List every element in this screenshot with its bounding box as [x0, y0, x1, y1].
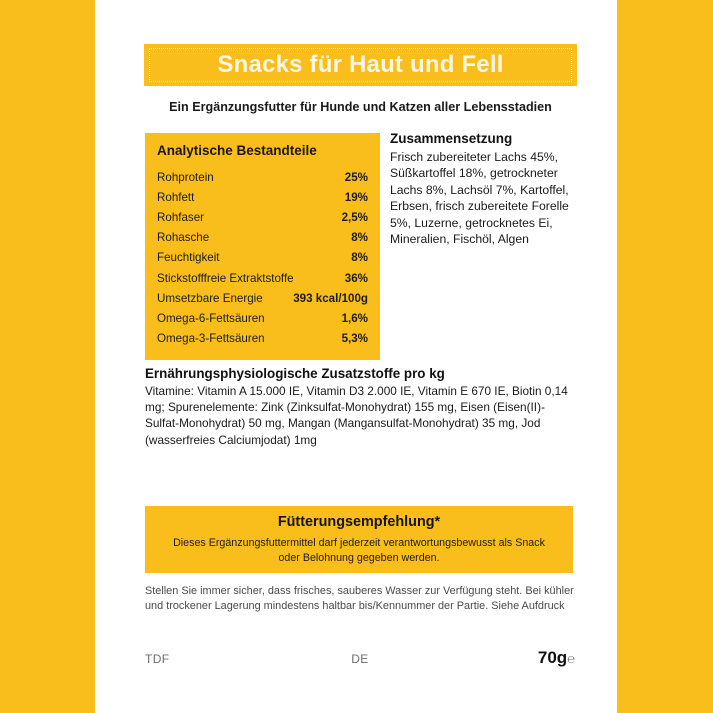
footer-weight-group — [433, 648, 575, 668]
row-value: 19% — [344, 190, 368, 204]
additives-section — [145, 366, 575, 448]
row-label: Omega-6-Fettsäuren — [157, 311, 265, 325]
row-label: Rohfaser — [157, 210, 205, 224]
label-content — [144, 0, 577, 713]
row-value: 8% — [351, 251, 368, 265]
row-value: 25% — [344, 170, 368, 184]
row-label: Rohfett — [157, 190, 195, 204]
composition-heading: Zusammensetzung — [390, 131, 513, 146]
label-sheet — [95, 0, 617, 713]
feeding-text: Dieses Ergänzungsfuttermittel darf jederzeit verantwortungsbewusst als Snack oder Belohnung gegeben werden. — [173, 537, 545, 564]
row-label: Stickstofffreie Extraktstoffe — [157, 271, 294, 285]
analytical-constituents-panel — [145, 133, 380, 360]
feeding-heading: Fütterungsempfehlung* — [277, 514, 441, 531]
footer-country: DE — [351, 652, 369, 666]
footer-code: TDF — [145, 652, 170, 666]
row-value: 393 kcal/100g — [293, 291, 368, 305]
composition-section — [390, 131, 580, 247]
table-row — [157, 167, 368, 187]
footer-weight: 70g — [537, 648, 568, 667]
additives-text: Vitamine: Vitamin A 15.000 IE, Vitamin D3 2.000 IE, Vitamin E 670 IE, Biotin 0,14 mg; Spurenelemente: Zink (Zinksulfat-Monohydrat) 155 mg, Eisen (Eisen(II)-Sulfat-Monohydrat) 50 mg, Mangan (Mangansulfat-Monohydrat) 35 mg, Jod (wasserfreies Calciumjodat) 1mg — [145, 384, 568, 447]
table-row — [157, 268, 368, 288]
storage-instructions: Stellen Sie immer sicher, dass frisches, sauberes Wasser zur Verfügung steht. Bei kühler und trockener Lagerung mindestens haltbar bis/Kennummer der Partie. Siehe Aufdruck — [145, 585, 574, 613]
label-footer — [145, 648, 575, 668]
table-row — [157, 228, 368, 248]
table-row — [157, 329, 368, 349]
row-value: 1,6% — [341, 311, 368, 325]
row-label: Rohprotein — [157, 170, 214, 184]
table-row — [157, 207, 368, 227]
row-value: 36% — [344, 271, 368, 285]
row-label: Feuchtigkeit — [157, 251, 220, 265]
table-row — [157, 308, 368, 328]
left-yellow-band — [0, 0, 95, 713]
row-label: Rohasche — [157, 231, 210, 245]
row-label: Omega-3-Fettsäuren — [157, 332, 265, 346]
additives-heading: Ernährungsphysiologische Zusatzstoffe pro kg — [145, 366, 445, 381]
feeding-recommendation-panel — [145, 506, 573, 573]
row-label: Umsetzbare Energie — [157, 291, 263, 305]
table-row — [157, 288, 368, 308]
row-value: 2,5% — [341, 210, 368, 224]
page-title: Snacks für Haut und Fell — [217, 51, 504, 78]
analytical-heading: Analytische Bestandteile — [157, 143, 317, 158]
product-title-box — [144, 44, 577, 86]
table-row — [157, 187, 368, 207]
table-row — [157, 248, 368, 268]
composition-text: Frisch zubereiteter Lachs 45%, Süßkartoffel 18%, getrockneter Lachs 8%, Lachsöl 7%, Kartoffel, Erbsen, frisch zubereitete Forelle 5%, Luzerne, getrocknetes Ei, Mineralien, Fischöl, Algen — [390, 150, 569, 247]
product-subtitle: Ein Ergänzungsfutter für Hunde und Katzen aller Lebensstadien — [169, 100, 552, 114]
estimated-sign-icon: ℮ — [567, 651, 575, 666]
right-yellow-band — [617, 0, 713, 713]
row-value: 5,3% — [341, 332, 368, 346]
row-value: 8% — [351, 231, 368, 245]
